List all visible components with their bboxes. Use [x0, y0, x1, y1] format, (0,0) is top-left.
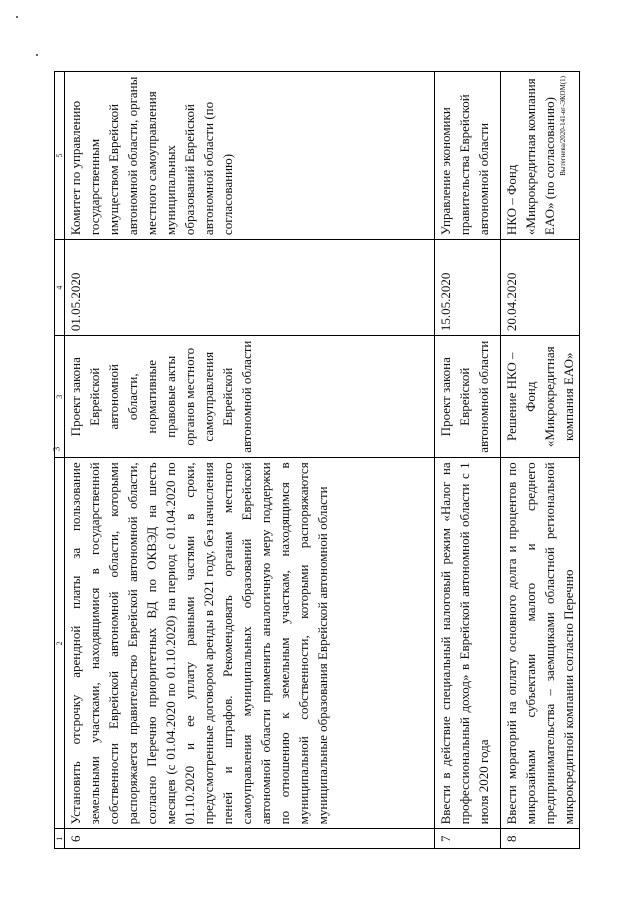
- responsible-text: НКО – Фонд «Микрокредитная компания ЕАО» (по согласованию): [504, 78, 557, 236]
- header-cell: 5: [55, 72, 65, 240]
- row-number: 8: [501, 829, 580, 849]
- form-text: Проект закона Еврейской автономной области: [435, 336, 501, 458]
- header-cell: 3: [55, 336, 65, 458]
- deadline-date: 20.04.2020: [501, 240, 580, 336]
- responsible-cell: [501, 72, 580, 240]
- page-number: 3: [51, 446, 62, 452]
- measures-table: [54, 71, 580, 849]
- table-row: [65, 72, 435, 849]
- table-row: [501, 72, 580, 849]
- responsible-text: Управление экономики правительства Еврейской автономной области: [435, 72, 501, 240]
- column-number-row: [55, 72, 65, 849]
- row-number: 6: [65, 829, 435, 849]
- document-stamp: Вытегнева/2020-141-вг-ЭКОМ(1): [559, 76, 567, 176]
- measure-text: Установить отсрочку арендной платы за пользование земельными участками, находящимися в государственной собственности Еврейской автономной области, которыми распоряжается правительство Еврейской автономной области, согласно Перечню приоритетных ВД по ОКВЭД на шесть месяцев (с 01.04.2020 по 01.10.2020) на период с 01.04.2020 по 01.10.2020 и ее уплату равными частями в сроки, предусмотренные договором аренды в 2021 году, без начисления пеней и штрафов. Рекомендовать органам местного самоуправления муниципальных образований Еврейской автономной области применить аналогичную меру поддержки по отношению к земельным участкам, находящимся в муниципальной собственности, которыми распоряжаются муниципальные образования Еврейской автономной области: [65, 458, 435, 829]
- header-cell: 1: [55, 829, 65, 849]
- deadline-date: 01.05.2020: [65, 240, 435, 336]
- responsible-text: Комитет по управлению государственным имуществом Еврейской автономной области, органы местного самоуправления муниципальных образований Еврейской автономной области (по согласованию): [65, 72, 435, 240]
- header-cell: 2: [55, 458, 65, 829]
- form-text: Решение НКО – Фонд «Микрокредитная компания ЕАО»: [501, 336, 580, 458]
- table-row: [435, 72, 501, 849]
- header-cell: 4: [55, 240, 65, 336]
- row-number: 7: [435, 829, 501, 849]
- measure-text: Ввести мораторий на оплату основного долга и процентов по микрозаймам субъектами малого и среднего предпринимательства – заемщиками областной региональной микрокредитной компании согласно Перечню: [501, 458, 580, 829]
- scan-speck: [36, 54, 38, 56]
- measure-text: Ввести в действие специальный налоговый режим «Налог на профессиональный доход» в Еврейской автономной области с 1 июля 2020 года: [435, 458, 501, 829]
- scan-speck: [16, 16, 18, 18]
- deadline-date: 15.05.2020: [435, 240, 501, 336]
- form-text: Проект закона Еврейской автономной области, нормативные правовые акты органов местного самоуправления Еврейской автономной области: [65, 336, 435, 458]
